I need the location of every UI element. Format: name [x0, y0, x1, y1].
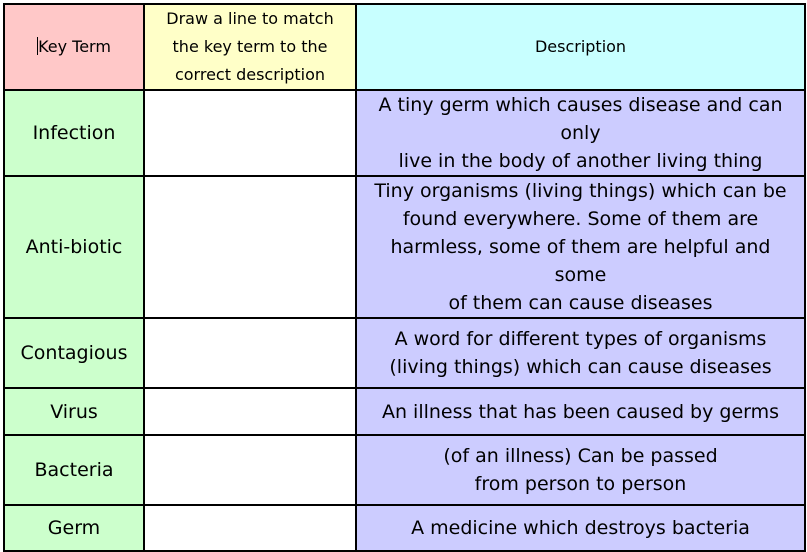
match-line-area[interactable]: [144, 435, 356, 505]
key-term-cell: Bacteria: [4, 435, 144, 505]
key-term-header[interactable]: Key Term: [4, 4, 144, 90]
key-term-cell: Infection: [4, 90, 144, 176]
key-term-cell: Virus: [4, 388, 144, 435]
description-cell: A medicine which destroys bacteria: [356, 505, 805, 551]
match-line-area[interactable]: [144, 318, 356, 388]
table-row: [4, 318, 805, 388]
match-line-area[interactable]: [144, 505, 356, 551]
description-cell: A tiny germ which causes disease and can only live in the body of another living thing: [356, 90, 805, 176]
matching-table: [3, 3, 806, 552]
table-row: [4, 505, 805, 551]
table-row: [4, 176, 805, 318]
key-term-cell: Anti-biotic: [4, 176, 144, 318]
description-cell: A word for different types of organisms (living things) which can cause diseases: [356, 318, 805, 388]
description-cell: (of an illness) Can be passed from person to person: [356, 435, 805, 505]
description-cell: Tiny organisms (living things) which can be found everywhere. Some of them are harmless, some of them are helpful and some of them can cause diseases: [356, 176, 805, 318]
table-row: [4, 435, 805, 505]
table-row: [4, 388, 805, 435]
matching-worksheet: [3, 3, 804, 539]
table-row: [4, 90, 805, 176]
key-term-cell: Contagious: [4, 318, 144, 388]
description-cell: An illness that has been caused by germs: [356, 388, 805, 435]
key-term-cell: Germ: [4, 505, 144, 551]
match-line-area[interactable]: [144, 388, 356, 435]
header-row: [4, 4, 805, 90]
description-header: Description: [356, 4, 805, 90]
match-line-area[interactable]: [144, 176, 356, 318]
draw-line-header: Draw a line to match the key term to the correct description: [144, 4, 356, 90]
match-line-area[interactable]: [144, 90, 356, 176]
